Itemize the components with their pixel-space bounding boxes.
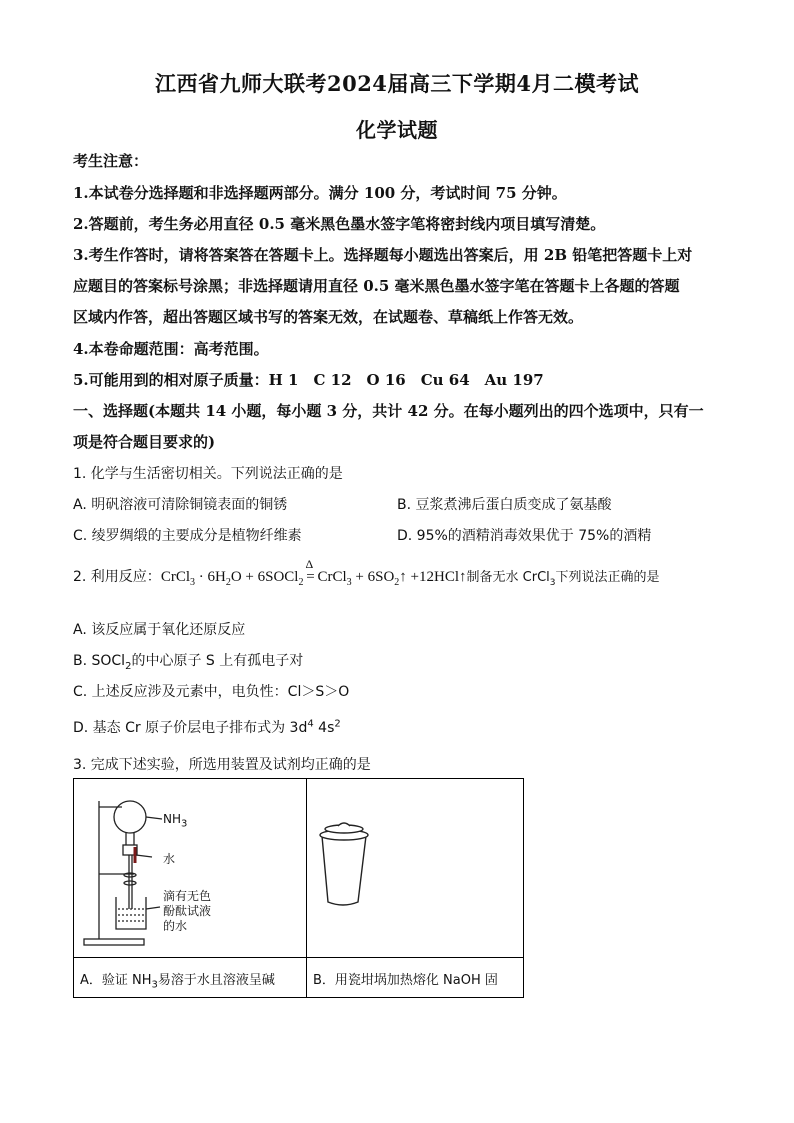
eq-product-3: ↑ +12HCl↑ [399, 569, 467, 585]
heat-symbol: Δ [305, 557, 314, 571]
label-solution-line-2: 酚酞试液 [163, 904, 212, 918]
q2-option-d [73, 717, 341, 737]
q1-option-a: A. 明矾溶液可清除铜镜表面的铜锈 [73, 497, 288, 513]
eq-sub: 3 [549, 578, 556, 589]
notice-item-4: 4.本卷命题范围：高考范围。 [73, 340, 269, 358]
caption-a [80, 969, 275, 991]
page-title: 江西省九师大联考2024届高三下学期4月二模考试 [154, 71, 640, 96]
eq-arrow: Δ = [305, 557, 315, 585]
label-nh3-text: NH [163, 812, 181, 826]
stand-base [84, 939, 144, 945]
eq-hydrate: · 6H [195, 569, 226, 585]
q2-option-d-sup: 4 [307, 718, 314, 730]
label-solution-line-3: 的水 [163, 919, 188, 933]
q2-option-b-post: 的中心原子 S 上有孤电子对 [131, 653, 304, 669]
notice-item-3-line-1: 3.考生作答时，请将答案答在答题卡上。选择题每小题选出答案后，用 2B 铅笔把答题卡上对 [73, 246, 693, 264]
q2-stem [73, 557, 660, 589]
crucible-icon [310, 820, 380, 910]
q2-option-b-pre: B. SOCl [73, 653, 126, 669]
q2-option-d-mid: 4s [313, 720, 335, 736]
notice-heading: 考生注意： [73, 152, 149, 170]
caption-a-post: 易溶于水且溶液呈碱 [157, 973, 275, 988]
q1-option-c: C. 绫罗绸缎的主要成分是植物纤维素 [73, 528, 302, 544]
table-divider [306, 778, 307, 997]
eq-sub: 2 [298, 577, 304, 588]
section-heading-line-2: 项是符合题目要求的) [73, 433, 216, 451]
label-nh3 [163, 812, 187, 829]
table-divider [73, 957, 523, 958]
eq-sub: 2 [225, 577, 231, 588]
round-flask [114, 801, 146, 833]
notice-item-3-line-3: 区域内作答，超出答题区域书写的答案无效，在试题卷、草稿纸上作答无效。 [73, 308, 584, 326]
q2-suffix: 制备无水 CrCl [466, 570, 550, 585]
q3-stem: 3. 完成下述实验，所选用装置及试剂均正确的是 [73, 757, 371, 773]
q2-equation [160, 557, 467, 588]
q1-option-b: B. 豆浆煮沸后蛋白质变成了氨基酸 [397, 497, 612, 513]
notice-item-1: 1.本试卷分选择题和非选择题两部分。满分 100 分，考试时间 75 分钟。 [73, 184, 567, 202]
q2-option-d-pre: D. 基态 Cr 原子价层电子排布式为 3d [73, 720, 308, 736]
eq-sub: 2 [394, 577, 400, 588]
eq-reactant-1: CrCl [160, 569, 190, 585]
q2-option-b [73, 650, 303, 672]
label-nh3-sub: 3 [181, 818, 188, 830]
q2-option-c: C. 上述反应涉及元素中，电负性：Cl＞S＞O [73, 684, 350, 700]
eq-sub: 3 [346, 577, 352, 588]
q2-option-b-sub: 2 [125, 660, 132, 672]
q1-stem: 1. 化学与生活密切相关。下列说法正确的是 [73, 466, 343, 482]
caption-a-pre: A．验证 NH [80, 973, 152, 988]
eq-sub: 3 [190, 577, 195, 588]
q2-prefix: 2. 利用反应： [73, 569, 161, 585]
q2-suffix-2: 下列说法正确的是 [555, 570, 660, 585]
notice-item-2: 2.答题前，考生务必用直径 0.5 毫米黑色墨水签字笔将密封线内项目填写清楚。 [73, 215, 606, 233]
leader-line [136, 855, 152, 857]
eq-reactant-2: O + 6SOCl [230, 569, 299, 585]
leader-line [146, 817, 162, 819]
page-subtitle: 化学试题 [356, 118, 438, 142]
nh3-fountain-apparatus [74, 779, 306, 957]
leader-line [146, 907, 160, 909]
notice-item-3-line-2: 应题目的答案标号涂黑；非选择题请用直径 0.5 毫米黑色墨水签字笔在答题卡上各题的答题 [73, 277, 680, 295]
caption-a-sub: 3 [151, 979, 158, 991]
label-water: 水 [163, 852, 176, 866]
caption-b: B．用瓷坩埚加热熔化 NaOH 固 [313, 973, 498, 988]
section-heading-line-1: 一、选择题(本题共 14 小题，每小题 3 分，共计 42 分。在每小题列出的四个选项中，只有一 [73, 402, 704, 420]
q2-option-d-sup: 2 [334, 718, 341, 730]
eq-product-1: CrCl [317, 569, 347, 585]
q2-option-a: A. 该反应属于氧化还原反应 [73, 622, 246, 638]
notice-item-5: 5.可能用到的相对原子质量：H 1 C 12 O 16 Cu 64 Au 197 [73, 371, 544, 389]
label-solution-line-1: 滴有无色 [163, 889, 212, 903]
q1-option-d: D. 95%的酒精消毒效果优于 75%的酒精 [397, 528, 652, 544]
eq-product-2: + 6SO [351, 569, 395, 585]
